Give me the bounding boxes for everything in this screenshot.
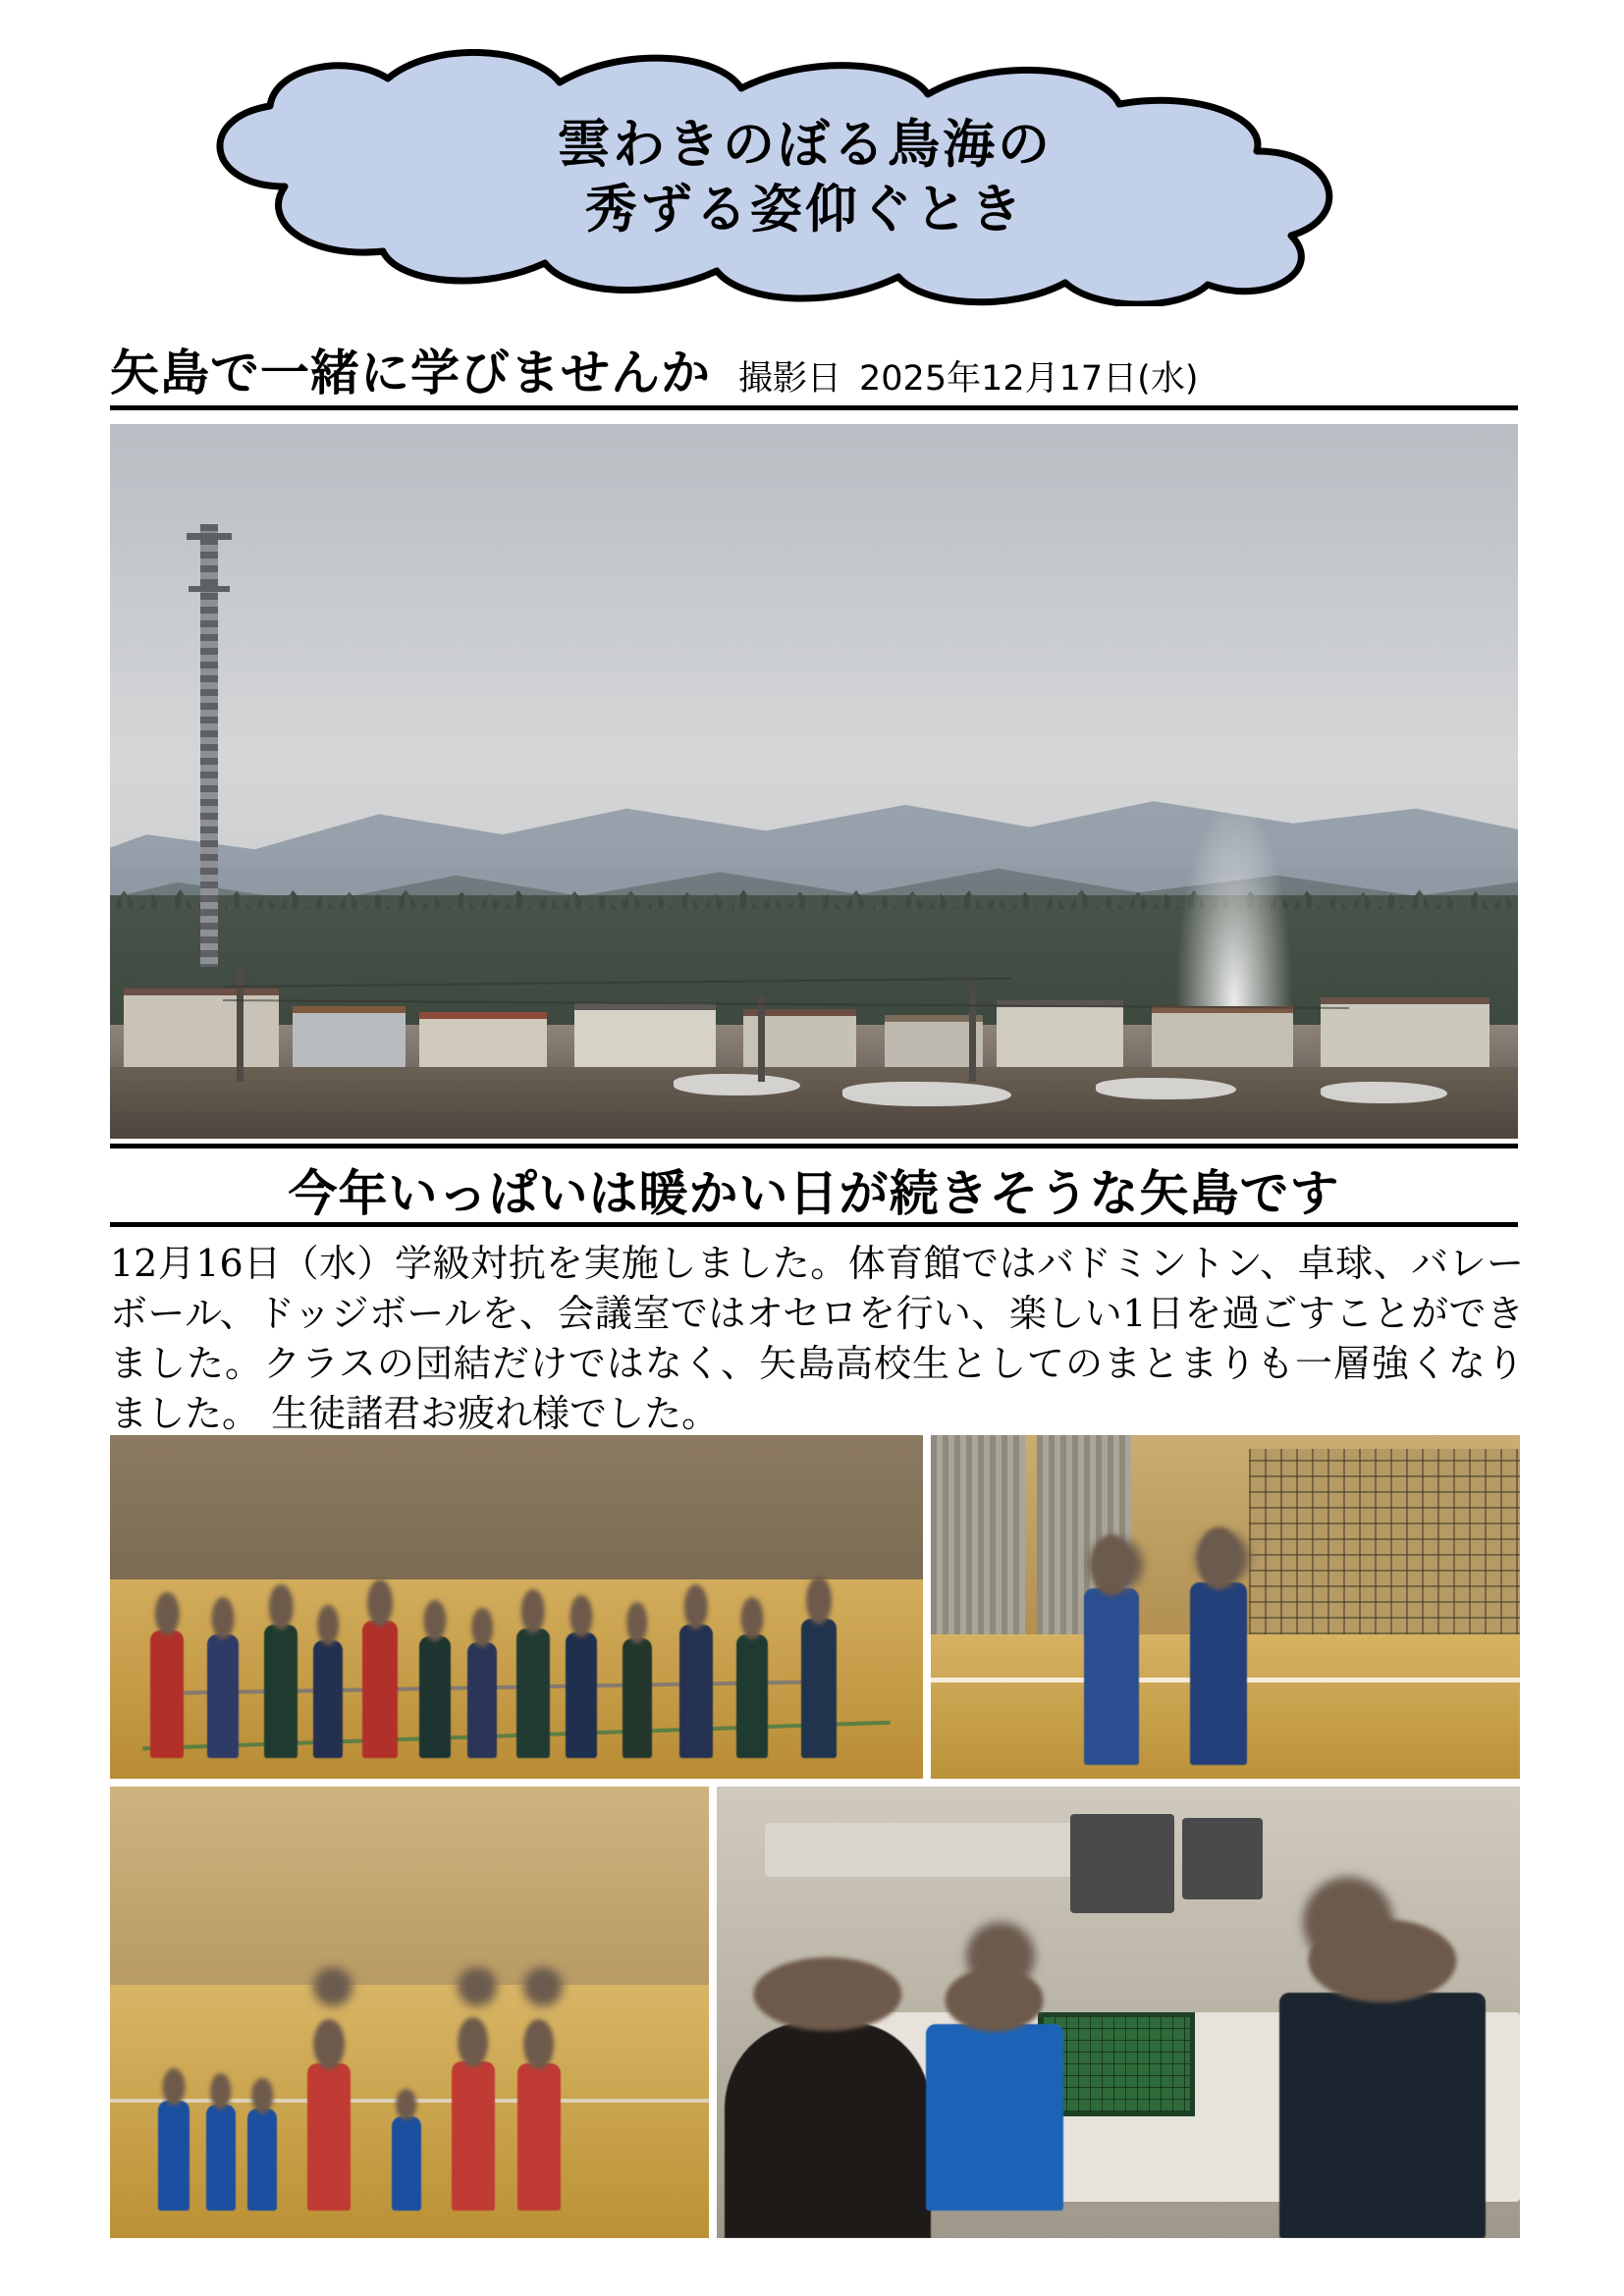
photo-gym-dodgeball: [110, 1435, 923, 1779]
radio-tower: [200, 524, 218, 967]
photo-othello-meeting-room: [717, 1787, 1520, 2238]
utility-pole: [758, 995, 765, 1081]
foreground-ground: [110, 1067, 1518, 1139]
cloud-banner: [137, 49, 1473, 306]
banner-line-2: 秀ずる姿仰ぐとき: [585, 180, 1025, 240]
divider-bottom: [110, 1222, 1518, 1227]
utility-pole: [969, 982, 976, 1082]
divider-top: [110, 405, 1518, 410]
photo-landscape-yashima: [110, 424, 1518, 1139]
banner-line-1: 雲わきのぼる鳥海の: [558, 115, 1053, 176]
subheadline: 今年いっぱいは暖かい日が続きそうな矢島です: [288, 1165, 1340, 1222]
banner-text: [137, 49, 1473, 306]
sky: [110, 424, 1518, 867]
shoot-date-value: 2025年12月17日(水): [859, 359, 1199, 399]
shoot-date-label: 撮影日: [738, 359, 842, 399]
photo-badminton: [931, 1435, 1520, 1779]
page-title: 矢島で一緒に学びませんか: [110, 345, 711, 401]
utility-pole: [237, 967, 244, 1081]
photo-gym-volleyball: [110, 1787, 709, 2238]
article-body: 12月16日（水）学級対抗を実施しました。体育館ではバドミントン、卓球、バレーボール、ドッジボールを、会議室ではオセロを行い、楽しい1日を過ごすことができました。クラスの団結だけではなく、矢島高校生としてのまとまりも一層強くなりました。 生徒諸君お疲れ様でした。: [110, 1242, 1524, 1435]
headline-row: [110, 334, 1516, 404]
divider-mid: [110, 1144, 1518, 1148]
